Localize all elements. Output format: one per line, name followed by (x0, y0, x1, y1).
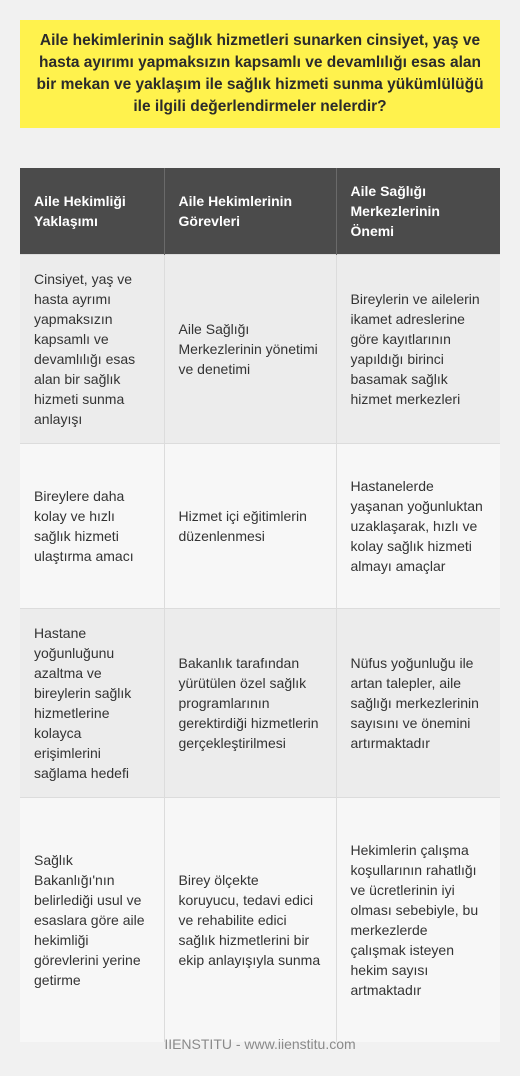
column-header: Aile Hekimlerinin Görevleri (164, 168, 336, 255)
table-header-row (20, 168, 500, 255)
title-banner (20, 20, 500, 128)
table-cell: Hastane yoğunluğunu azaltma ve bireylerin sağlık hizmetlerine kolayca erişimlerini sağlama hedefi (20, 609, 164, 798)
table-cell: Nüfus yoğunluğu ile artan talepler, aile sağlığı merkezlerinin sayısını ve önemini artırmaktadır (336, 609, 500, 798)
table-cell: Bakanlık tarafından yürütülen özel sağlık programlarının gerektirdiği hizmetlerin gerçekleştirilmesi (164, 609, 336, 798)
table-row (20, 444, 500, 609)
table-row (20, 255, 500, 444)
table-cell: Bireylere daha kolay ve hızlı sağlık hizmeti ulaştırma amacı (20, 444, 164, 609)
column-header: Aile Hekimliği Yaklaşımı (20, 168, 164, 255)
footer-credit: IIENSTITU - www.iienstitu.com (164, 1036, 356, 1052)
table-cell: Sağlık Bakanlığı'nın belirlediği usul ve esaslara göre aile hekimliği görevlerini yerine getirme (20, 798, 164, 1043)
table-cell: Cinsiyet, yaş ve hasta ayrımı yapmaksızın kapsamlı ve devamlılığı esas alan bir sağlık hizmeti sunma anlayışı (20, 255, 164, 444)
comparison-table (20, 168, 500, 1042)
table-cell: Birey ölçekte koruyucu, tedavi edici ve rehabilite edici sağlık hizmetlerini bir ekip anlayışıyla sunma (164, 798, 336, 1043)
table-row (20, 609, 500, 798)
table-cell: Aile Sağlığı Merkezlerinin yönetimi ve denetimi (164, 255, 336, 444)
table-cell: Hizmet içi eğitimlerin düzenlenmesi (164, 444, 336, 609)
table-cell: Bireylerin ve ailelerin ikamet adreslerine göre kayıtlarının yapıldığı birinci basamak sağlık hizmet merkezleri (336, 255, 500, 444)
page-title: Aile hekimlerinin sağlık hizmetleri sunarken cinsiyet, yaş ve hasta ayırımı yapmaksızın kapsamlı ve devamlılığı esas alan bir mekan ve yaklaşım ile sağlık hizmeti sunma yükümlülüğü ile ilgili değerlendirmeler nelerdir? (36, 32, 484, 115)
column-header: Aile Sağlığı Merkezlerinin Önemi (336, 168, 500, 255)
table-row (20, 798, 500, 1043)
table-cell: Hastanelerde yaşanan yoğunluktan uzaklaşarak, hızlı ve kolay sağlık hizmeti almayı amaçlar (336, 444, 500, 609)
table-cell: Hekimlerin çalışma koşullarının rahatlığı ve ücretlerinin iyi olması sebebiyle, bu merkezlerde çalışmak isteyen hekim sayısı artmaktadır (336, 798, 500, 1043)
